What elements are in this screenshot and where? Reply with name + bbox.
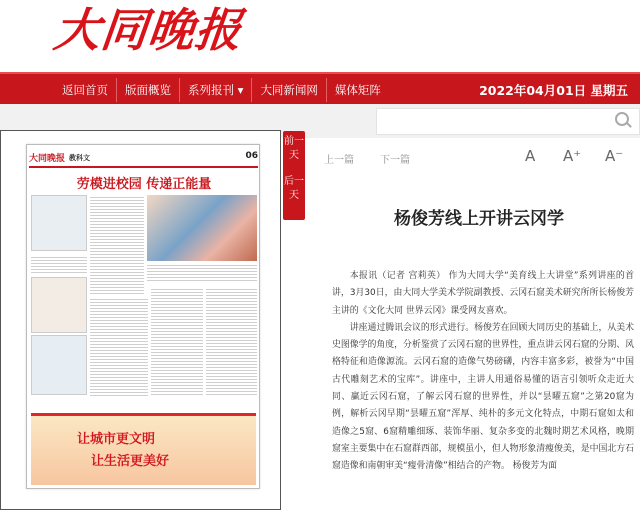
newspaper-page-thumbnail[interactable] [26,144,260,489]
seal-graphic[interactable] [31,277,87,333]
nav-items [54,78,389,102]
next-article-link[interactable]: 下一篇 [380,155,410,166]
nav-page-overview[interactable]: 版面概览 [117,78,180,102]
civilization-banner[interactable] [31,413,256,485]
article-paragraph-1: 本报讯（记者 宫莉英） 作为大同大学“美育线上大讲堂”系列讲座的首讲，3月30日，由大同大学美术学院副教授、云冈石窟美术研究所所长杨俊芳主讲的《文化大同 世界云冈》课受网友喜欢。 [332,271,634,316]
page-headline: 劳模进校园 传递正能量 [76,177,212,192]
search-input[interactable] [376,108,640,135]
text-column[interactable] [90,195,144,295]
nav-series-dropdown[interactable]: 系列报刊 ▾ [180,78,252,102]
school-photo[interactable] [147,195,257,261]
page-header [29,150,258,168]
day-switch-tab [283,131,305,220]
page-number: 06 [245,151,258,161]
issue-date: 2022年04月01日 星期五 [479,83,628,98]
prev-day-link[interactable]: 前一天 [284,136,304,161]
text-column[interactable] [147,263,257,283]
article-title: 杨俊芳线上开讲云冈学 [394,209,564,229]
culture-graphic-2[interactable] [31,335,87,395]
culture-graphic[interactable] [31,195,87,251]
prev-article-link[interactable]: 上一篇 [324,155,354,166]
next-day-link[interactable]: 后一天 [284,176,304,201]
page-section: 教科文 [69,154,90,162]
article-toolbar [318,146,640,170]
font-increase-button[interactable]: A⁺ [563,147,582,165]
font-decrease-button[interactable]: A⁻ [605,147,624,165]
text-column[interactable] [206,287,257,397]
nav-home[interactable]: 返回首页 [54,78,117,102]
article-body [332,268,634,510]
main-nav [0,72,640,104]
newspaper-logo[interactable]: 大同晚报 [51,3,245,57]
banner-line-1: 让城市更文明 [77,432,156,447]
nav-datong-news[interactable]: 大同新闻网 [252,78,327,102]
search-icon[interactable] [615,112,629,126]
text-column[interactable] [90,297,148,397]
banner-line-2: 让生活更美好 [91,454,170,469]
masthead [0,0,640,72]
text-column[interactable] [151,287,203,397]
text-column[interactable] [31,255,87,273]
page-logo: 大同晚报 [29,154,66,164]
font-normal-button[interactable]: A [525,147,536,165]
article-paragraph-2: 讲座通过腾讯会议的形式进行。杨俊芳在回顾大同历史的基础上，从美术史图像学的角度，分析鉴赏了云冈石窟的世界性，重点讲云冈石窟的分期、风格特征和造像源流。云冈石窟的造像气势磅礴，内容丰富多彩，被誉为“中国古代雕刻艺术的宝库”。讲座中，主讲人用通俗易懂的语言引领听众走近大同、赢近云冈石窟，了解云冈石窟的世界性，并以“昙曜五窟”之第20窟为例，解析云冈早期“昙曜五窟”浑厚、纯朴的多元文化特点，中期石窟如太和造像之5窟、6窟精雕细琢、装饰华丽、复杂多变的北魏时期艺术风格，晚期窟室主要集中在石窟群西部，规模虽小，但人物形象清瘦俊美，是中国北方石窟造像和南朝审美“瘦骨清像”相结合的产物。 杨俊芳为面 [332,322,634,472]
nav-media-matrix[interactable]: 媒体矩阵 [334,83,381,97]
